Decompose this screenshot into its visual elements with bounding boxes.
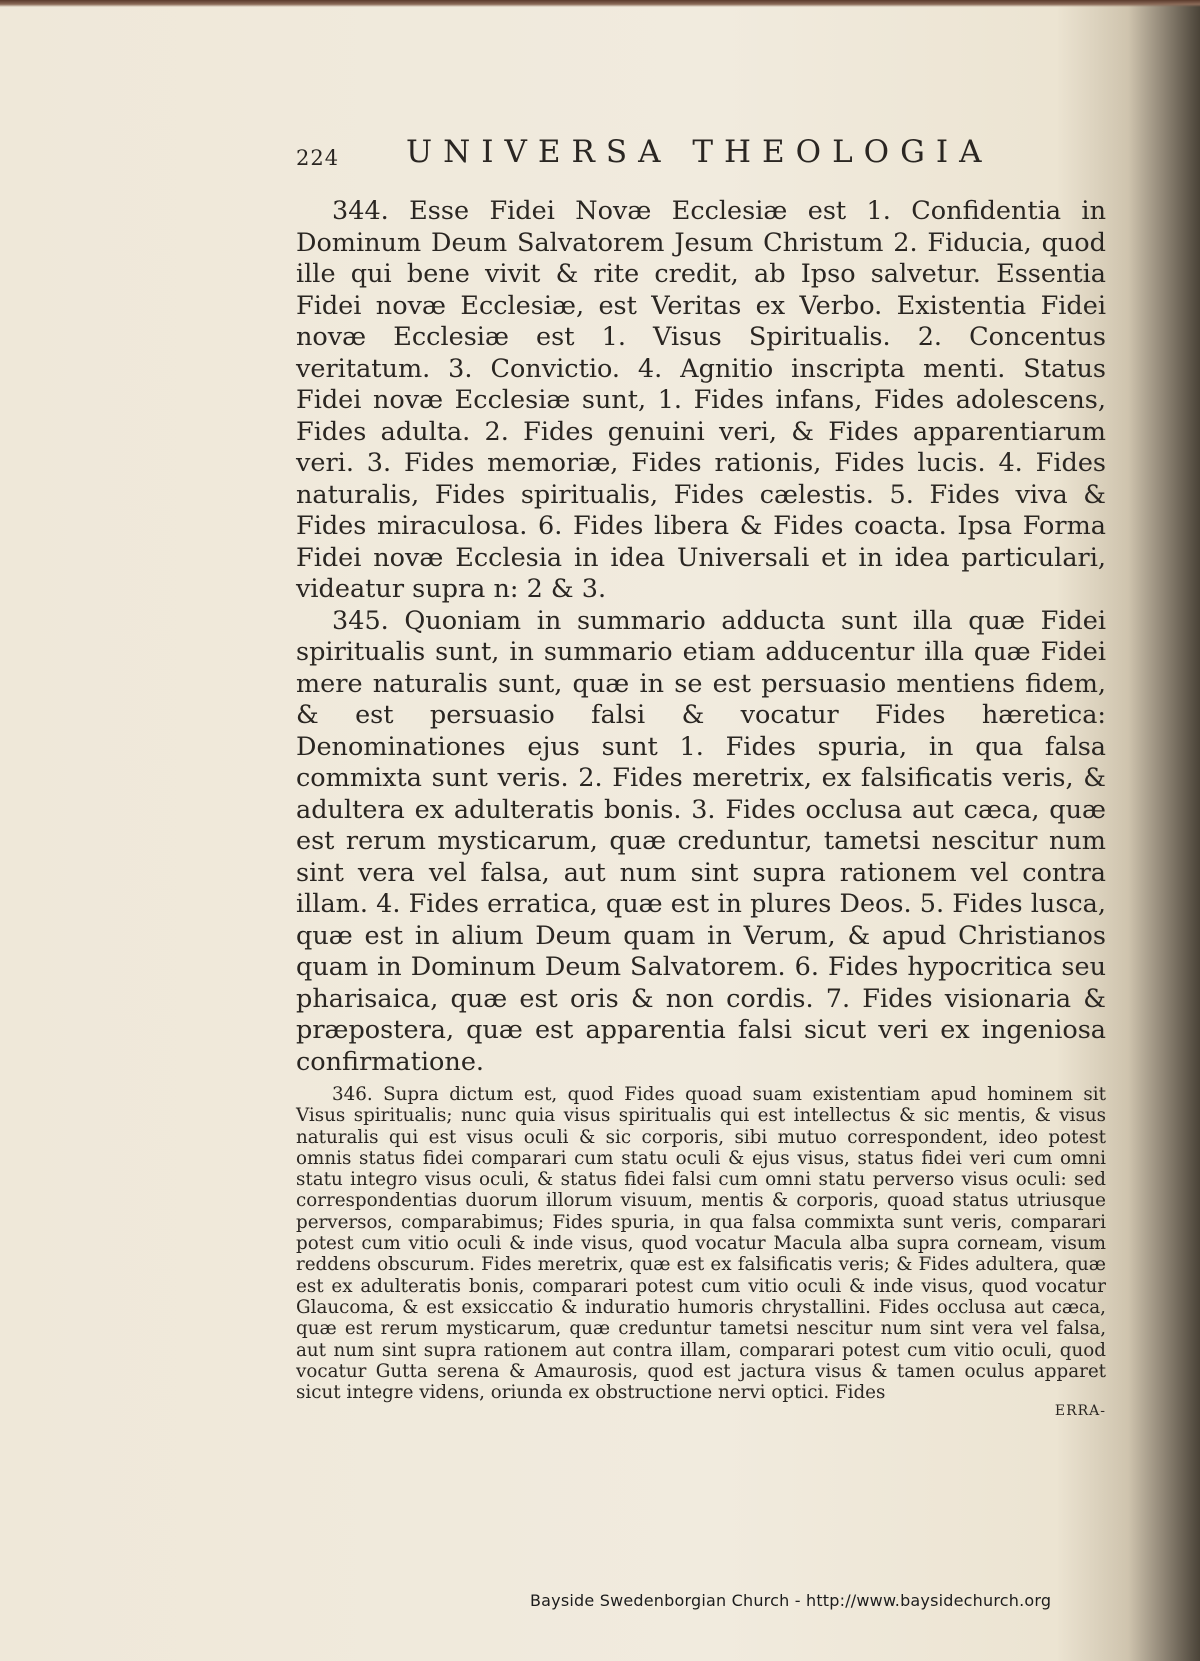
running-title: UNIVERSA THEOLOGIA [406, 134, 993, 170]
footer-credit: Bayside Swedenborgian Church - http://www.baysidechurch.org [530, 1591, 1052, 1610]
running-head [296, 128, 1106, 178]
book-page [296, 128, 1106, 1419]
paragraph-344: 344. Esse Fidei Novæ Ecclesiæ est 1. Confidentia in Dominum Deum Salvatorem Jesum Christum 2. Fiducia, quod ille qui bene vivit & rite credit, ab Ipso salvetur. Essentia Fidei novæ Ecclesiæ, est Veritas ex Verbo. Existentia Fidei novæ Ecclesiæ est 1. Visus Spiritualis. 2. Concentus veritatum. 3. Convictio. 4. Agnitio inscripta menti. Status Fidei novæ Ecclesiæ sunt, 1. Fides infans, Fides adolescens, Fides adulta. 2. Fides genuini veri, & Fides apparentiarum veri. 3. Fides memoriæ, Fides rationis, Fides lucis. 4. Fides naturalis, Fides spiritualis, Fides cælestis. 5. Fides viva & Fides miraculosa. 6. Fides libera & Fides coacta. Ipsa Forma Fidei novæ Ecclesia in idea Universali et in idea particulari, videatur supra n: 2 & 3. [296, 196, 1106, 604]
small-print-text [296, 1084, 1106, 1403]
paragraph-345: 345. Quoniam in summario adducta sunt illa quæ Fidei spiritualis sunt, in summario etiam adducentur illa quæ Fidei mere naturalis sunt, quæ in se est persuasio mentiens fidem, & est persuasio falsi & vocatur Fides hæretica: Denominationes ejus sunt 1. Fides spuria, in qua falsa commixta sunt veris. 2. Fides meretrix, ex falsificatis veris, & adultera ex adulteratis bonis. 3. Fides occlusa aut cæca, quæ est rerum mysticarum, quæ creduntur, tametsi nescitur num sint vera vel falsa, aut num sint supra rationem vel contra illam. 4. Fides erratica, quæ est in plures Deos. 5. Fides lusca, quæ est in alium Deum quam in Verum, & apud Christianos quam in Dominum Deum Salvatorem. 6. Fides hypocritica seu pharisaica, quæ est oris & non cordis. 7. Fides visionaria & præpostera, quæ est apparentia falsi sicut veri ex ingeniosa confirmatione. [296, 605, 1106, 1077]
catchword: ERRA- [1054, 1403, 1106, 1420]
paragraph-346: 346. Supra dictum est, quod Fides quoad suam existentiam apud hominem sit Visus spiritualis; nunc quia visus spiritualis qui est intellectus & sic mentis, & visus naturalis qui est visus oculi & sic corporis, sibi mutuo correspondent, ideo potest omnis status fidei comparari cum statu oculi & ejus visus, status fidei veri cum omni statu integro visus oculi, & status fidei falsi cum omni statu perverso visus oculi: sed correspondentias duorum illorum visuum, mentis & corporis, quoad status utriusque perversos, comparabimus; Fides spuria, in qua falsa commixta sunt veris, comparari potest cum vitio oculi & inde visus, quod vocatur Macula alba supra corneam, visum reddens obscurum. Fides meretrix, quæ est ex falsificatis veris; & Fides adultera, quæ est ex adulteratis bonis, comparari potest cum vitio oculi & inde visus, quod vocatur Glaucoma, & est exsiccatio & induratio humoris chrystallini. Fides occlusa aut cæca, quæ est rerum mysticarum, quæ creduntur tametsi nescitur num sint vera vel falsa, aut num sint supra rationem aut contra illam, comparari potest cum vitio oculi, quod vocatur Gutta serena & Amaurosis, quod est jactura visus & tamen oculus apparet sicut integre videns, oriunda ex obstructione nervi optici. Fides [296, 1084, 1106, 1404]
main-text [296, 196, 1106, 1078]
page-number: 224 [296, 146, 340, 170]
page-top-edge [0, 0, 1200, 7]
